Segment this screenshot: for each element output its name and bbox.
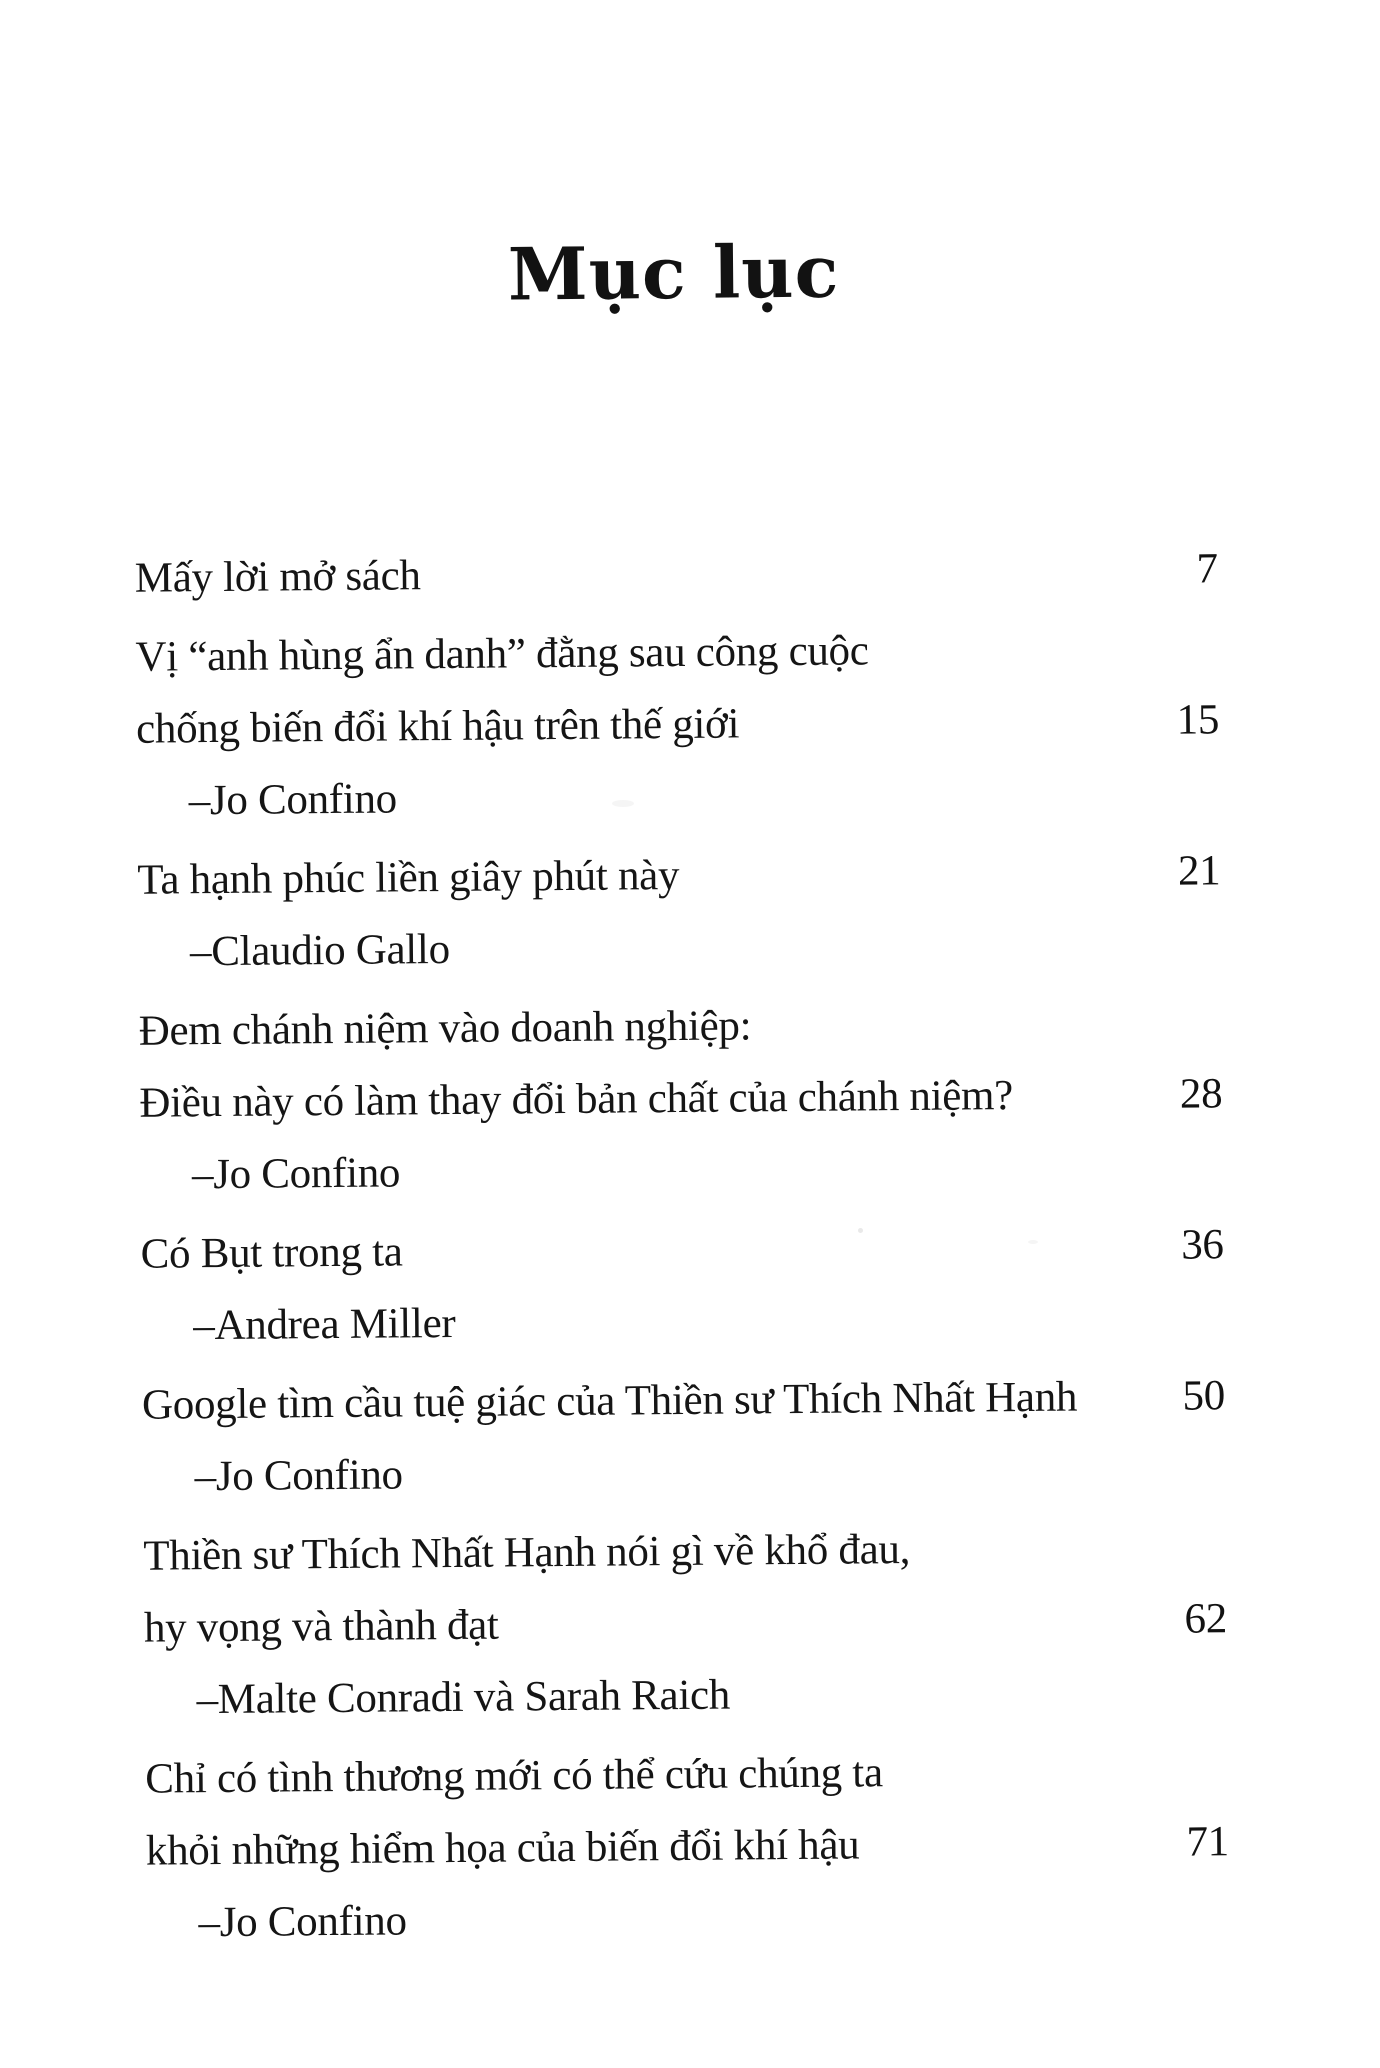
entry-title: Có Bụt trong ta [140,1228,403,1278]
entry-page-number: 28 [1179,1070,1223,1118]
page-title: Mục lục [507,228,840,317]
entry-title: Mấy lời mở sách [134,552,421,602]
toc-list [134,533,1229,1959]
entry-author: –Jo Confino [198,1897,407,1947]
entry-title-row [140,1209,1224,1290]
entry-page-number: 36 [1181,1221,1224,1269]
entry-page-number: 7 [1196,545,1218,593]
entry-title: hy vọng và thành đạt [143,1601,499,1652]
entry-page-number: 21 [1177,847,1221,895]
entry-title-row [135,612,1219,693]
entry-author: –Andrea Miller [193,1299,456,1350]
entry-title: Điều này có làm thay đổi bản chất của chánh niệm? [139,1072,1014,1127]
entry-title-row [145,1734,1229,1815]
entry-author: –Jo Confino [194,1451,403,1501]
page-content [130,0,1230,1967]
entry-author: –Jo Confino [191,1149,401,1199]
entry-author: –Claudio Gallo [189,925,450,976]
entry-title: Đem chánh niệm vào doanh nghiệp: [138,1002,752,1055]
entry-title: Vị “anh hùng ẩn danh” đằng sau công cuộc [135,627,869,681]
toc-entry-4 [138,986,1223,1211]
entry-title: Chỉ có tình thương mới có thể cứu chúng ta [145,1749,883,1803]
entry-title: Google tìm cầu tuệ giác của Thiền sư Thích Nhất Hạnh [141,1373,1078,1429]
entry-title-row [137,835,1221,916]
scan-artifact [858,1228,863,1233]
entry-title-row [138,986,1222,1067]
entry-title: Ta hạnh phúc liền giây phút này [137,851,680,904]
entry-author: –Malte Conradi và Sarah Raich [196,1671,731,1724]
toc-entry-2 [135,612,1220,837]
entry-page-number: 50 [1182,1372,1226,1420]
entry-title-row [143,1511,1227,1592]
toc-entry-3 [137,835,1221,988]
entry-title: Thiền sư Thích Nhất Hạnh nói gì về khổ đau, [143,1525,911,1580]
entry-page-number: 62 [1184,1595,1228,1643]
entry-title-row [146,1806,1230,1887]
toc-entry-1 [134,533,1218,614]
entry-title-row [144,1583,1228,1664]
entry-title-row [134,533,1218,614]
entry-author: –Jo Confino [188,775,398,825]
toc-entry-7 [143,1511,1228,1736]
toc-entry-5 [140,1209,1224,1362]
toc-entry-8 [145,1734,1230,1959]
entry-title-row [136,684,1220,765]
entry-title: chống biến đổi khí hậu trên thế giới [135,700,740,753]
scan-artifact [612,800,634,807]
toc-entry-6 [142,1360,1226,1513]
entry-page-number: 15 [1176,696,1220,744]
entry-title-row [139,1058,1223,1139]
scan-artifact [1028,1240,1038,1244]
entry-title-row [142,1360,1226,1441]
entry-title: khỏi những hiểm họa của biến đổi khí hậu [145,1821,860,1875]
entry-page-number: 71 [1186,1818,1230,1866]
